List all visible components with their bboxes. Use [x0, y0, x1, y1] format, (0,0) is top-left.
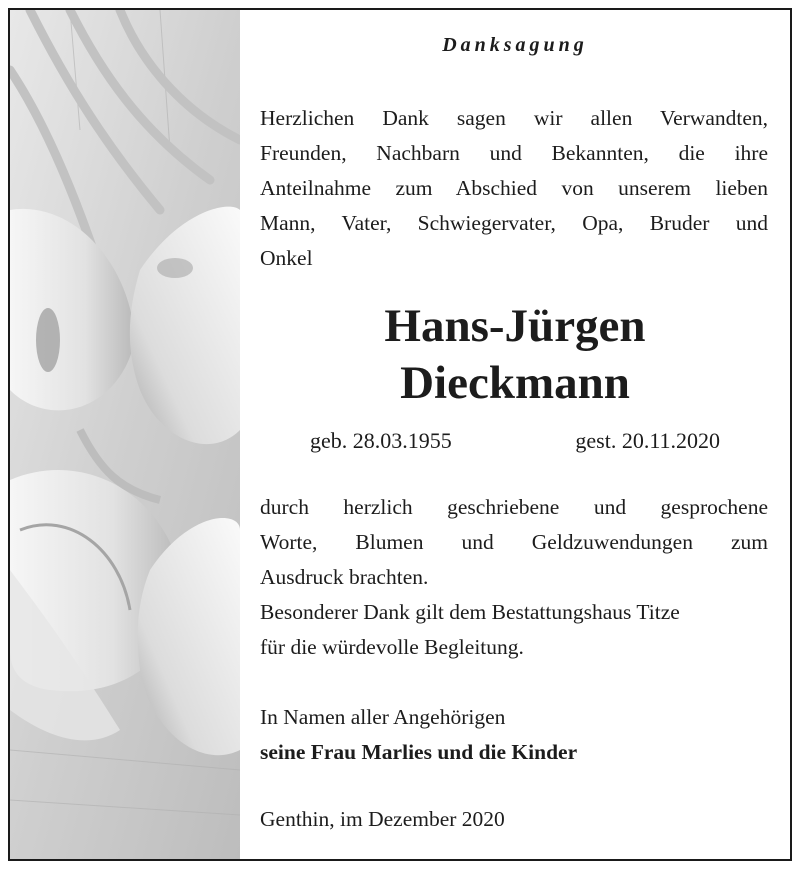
death-date: gest. 20.11.2020 [575, 428, 720, 453]
intro-line: Anteilnahme zum Abschied von unserem lieben [260, 176, 768, 200]
signature-line: In Namen aller Angehörigen [260, 705, 506, 729]
signature-block [260, 700, 768, 770]
thanks-line: für die würdevolle Begleitung. [260, 635, 524, 659]
birth-date: geb. 28.03.1955 [310, 428, 452, 453]
intro-line: Mann, Vater, Schwiegervater, Opa, Bruder und [260, 211, 768, 235]
thanks-line: durch herzlich geschriebene und gesprochene [260, 495, 768, 519]
signature-family: seine Frau Marlies und die Kinder [260, 740, 578, 764]
intro-line: Freunden, Nachbarn und Bekannten, die ihre [260, 141, 768, 165]
calla-lily-photo [10, 10, 240, 859]
obituary-notice [8, 8, 792, 861]
deceased-first-name: Hans-Jürgen [384, 300, 646, 352]
intro-line: Herzlichen Dank sagen wir allen Verwandten, [260, 106, 768, 130]
thanks-paragraph [260, 490, 768, 665]
place-date-line: Genthin, im Dezember 2020 [260, 807, 505, 831]
deceased-last-name: Dieckmann [400, 357, 630, 409]
life-dates [310, 428, 720, 454]
notice-text [260, 10, 770, 859]
thanks-line: Besonderer Dank gilt dem Bestattungshaus Titze [260, 600, 680, 624]
place-date [260, 802, 768, 837]
heading: Danksagung [442, 34, 588, 56]
intro-line: Onkel [260, 246, 313, 270]
thanks-line: Ausdruck brachten. [260, 565, 429, 589]
intro-paragraph [260, 101, 768, 276]
thanks-line: Worte, Blumen und Geldzuwendungen zum [260, 530, 768, 554]
